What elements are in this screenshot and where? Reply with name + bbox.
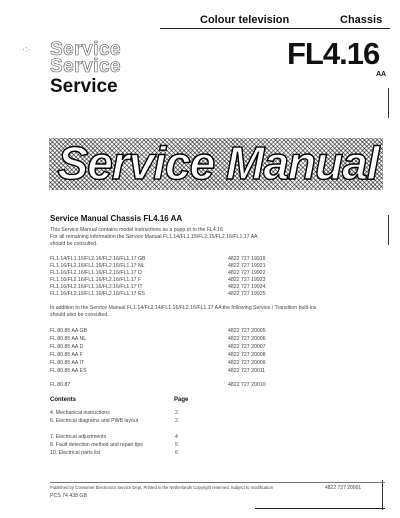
model-name: FL1.16/FL2.16/FL1.16/FL2.16/FL1.17 NL	[50, 263, 145, 269]
supplement-code: 4822 727 20007	[228, 344, 266, 350]
supplement-name: FL 80.85 AA F	[50, 352, 83, 358]
supplement-code: 4822 727 20006	[228, 336, 266, 342]
model-code: 4822 727 19922	[228, 270, 266, 276]
supplement-code: 4822 727 20009	[228, 360, 266, 366]
model-code: 4822 727 19923	[228, 277, 266, 283]
service-wordmark: Service	[50, 76, 118, 97]
contents-page: 2	[175, 418, 178, 424]
section-title: Service Manual Chassis FL4.16 AA	[50, 214, 183, 223]
contents-heading: Contents	[50, 397, 76, 403]
side-rule-bottom	[382, 480, 383, 510]
service-manual-banner	[49, 138, 383, 190]
header-rule	[160, 28, 390, 29]
intro-text	[50, 227, 258, 248]
extra-name: FL 80.87	[50, 382, 71, 388]
model-row	[50, 291, 145, 297]
supplement-code: 4822 727 20008	[228, 352, 266, 358]
addendum-line: should also be consulted.	[50, 312, 109, 318]
addendum-line: In addition to the Service Manual FL1.14/FL2.14/FL1.16/FL2.16/FL1.17 AA the following Service / Transition built-ins	[50, 305, 317, 311]
supplement-code: 4822 727 20005	[228, 328, 266, 334]
footer-rule	[50, 482, 385, 483]
model-name: FL1.16/FL2.16/FL1.16/FL2.16/FL1.17 F	[50, 277, 142, 283]
model-code: 4822 727 19925	[228, 291, 266, 297]
side-rule-mid	[388, 215, 389, 245]
model-name: FL1.14/FL1.16/FL2.16/FL2.16/FL1.17 GB	[50, 256, 146, 262]
supplement-name: FL 80.85 AA GB	[50, 328, 88, 334]
service-outline-2: Service	[50, 56, 122, 77]
publisher-line: Published by Consumer Electronics Service Dept. Printed in the Netherlands Copyright reserved. Subject to modification	[50, 485, 273, 490]
addendum-text	[50, 305, 316, 319]
supplement-name: FL 80.85 AA IT	[50, 360, 85, 366]
supplement-code: 4822 727 20011	[228, 368, 266, 374]
model-row	[50, 270, 142, 276]
reference-code: PCS 74 438 GB	[50, 493, 87, 499]
intro-line: should be consulted.	[50, 241, 98, 247]
contents-item: 6. Electrical diagrams and PWB layout	[50, 418, 139, 424]
contents-item: 7. Electrical adjustments	[50, 434, 107, 440]
contents-page: 4	[175, 434, 178, 440]
chassis-label: Chassis	[340, 14, 383, 26]
contents-page: 5	[175, 442, 178, 448]
model-row	[50, 256, 145, 262]
banner-text: Service Manual	[57, 138, 379, 189]
bottom-rule	[255, 508, 385, 509]
contents-item: 10. Electrical parts list	[50, 450, 101, 456]
supplement-name: FL 80.85 AA NL	[50, 336, 87, 342]
contents-page: 6	[175, 450, 178, 456]
contents-item: 4. Mechanical instructions	[50, 410, 110, 416]
model-code: 4822 727 19924	[228, 284, 266, 290]
category-label: Colour television	[200, 14, 290, 26]
intro-line: For all remaining information the Service Manual FL1.14/FL1.15/FL2.15/FL2.16/FL1.17 AA	[50, 234, 258, 240]
model-row	[50, 263, 145, 269]
contents-page: 2	[175, 410, 178, 416]
submodel-label: AA	[376, 71, 387, 78]
model-name: FL1.16/FL2.16/FL1.16/FL2.16/FL1.17 ES	[50, 291, 145, 297]
model-code: 4822 727 19919	[228, 256, 266, 262]
page-heading: Page	[174, 397, 189, 403]
supplement-name: FL 80.85 AA ES	[50, 368, 87, 374]
model-name: FL1.16/FL2.16/FL1.16/FL2.16/FL1.17 IT	[50, 284, 143, 290]
model-row	[50, 284, 143, 290]
service-outline-1: Service	[50, 39, 122, 60]
model-row	[50, 277, 141, 283]
model-number: FL4.16	[287, 36, 380, 71]
extra-code: 4822 727 20010	[228, 382, 266, 388]
model-code: 4822 727 19921	[228, 263, 266, 269]
supplement-name: FL 80.85 AA D	[50, 344, 84, 350]
side-rule-top	[388, 88, 389, 118]
intro-line: This Service Manual contains model instructions as a pupp et to the FL4.16	[50, 227, 224, 233]
corner-mark-icon: ·:·	[22, 44, 31, 54]
part-number: 4822 727 20001	[325, 485, 362, 491]
model-name: FL1.16/FL2.16/FL1.16/FL2.16/FL1.17 D	[50, 270, 142, 276]
contents-item: 8. Fault detection method and repair tips	[50, 442, 143, 448]
